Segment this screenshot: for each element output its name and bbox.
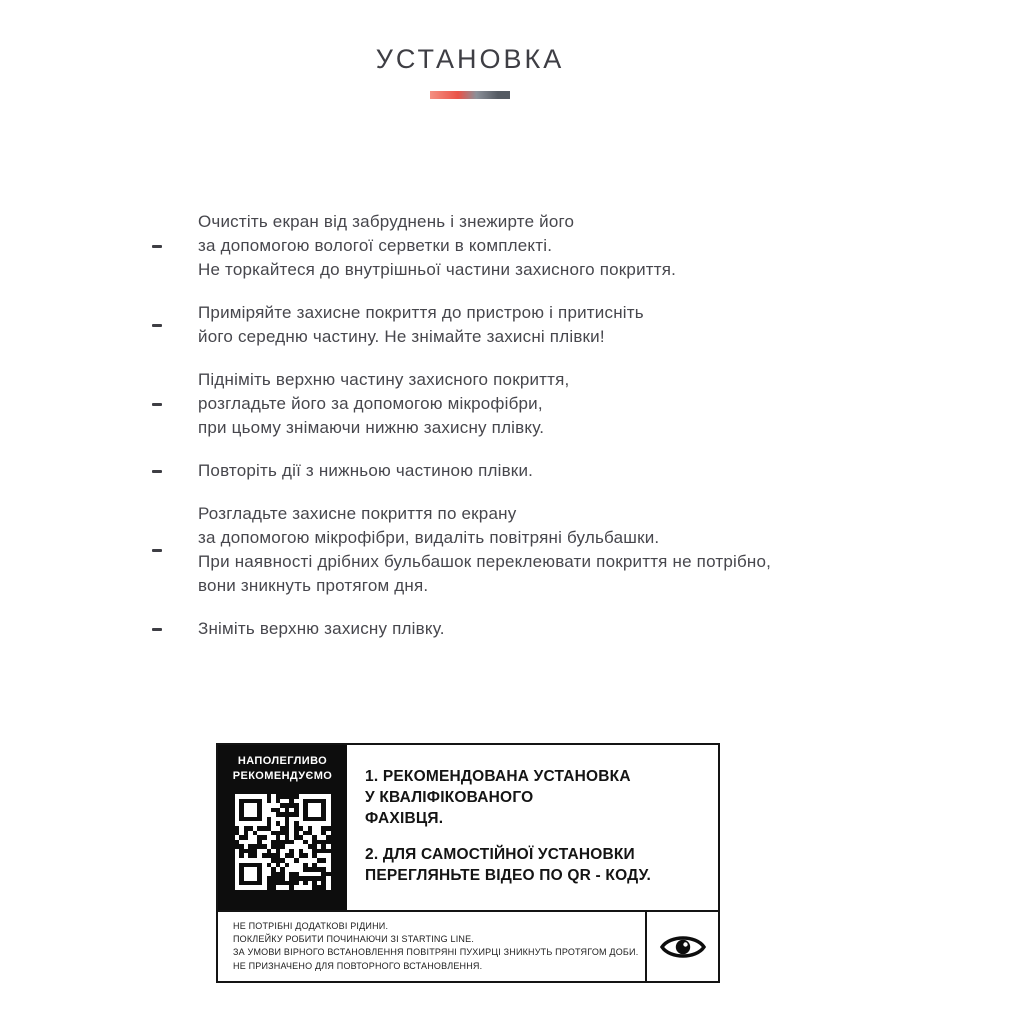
bullet-dash: [152, 470, 162, 473]
instruction-text: [198, 502, 771, 598]
recommendation-line: 2. ДЛЯ САМОСТІЙНОЇ УСТАНОВКИ: [365, 846, 635, 863]
bullet-dash: [152, 628, 162, 631]
instruction-text: [198, 459, 533, 483]
instruction-text: [198, 301, 644, 349]
instruction-item: [152, 459, 932, 483]
instruction-line: його середню частину. Не знімайте захисні плівки!: [198, 327, 605, 346]
bullet-dash: [152, 549, 162, 552]
badge-text: [233, 754, 333, 784]
recommendation-bottom: [218, 910, 718, 981]
instruction-item: [152, 301, 932, 349]
recommendation-line: ПЕРЕГЛЯНЬТЕ ВІДЕО ПО QR - КОДУ.: [365, 867, 651, 884]
recommendation-box: [216, 743, 720, 983]
recommendation-line: ФАХІВЦЯ.: [365, 810, 444, 827]
instruction-line: Приміряйте захисне покриття до пристрою і притисніть: [198, 303, 644, 322]
badge-panel: [218, 745, 347, 910]
instruction-item: [152, 210, 932, 282]
instruction-line: Не торкайтеся до внутрішньої частини захисного покриття.: [198, 260, 677, 279]
page-title: УСТАНОВКА: [375, 44, 565, 74]
instruction-line: Зніміть верхню захисну плівку.: [198, 619, 445, 638]
eye-icon: [659, 931, 707, 963]
instruction-line: Повторіть дії з нижньою частиною плівки.: [198, 461, 534, 480]
title-accent-bar: [430, 91, 510, 99]
instruction-line: за допомогою вологої серветки в комплекті.: [198, 236, 553, 255]
instruction-item: [152, 368, 932, 440]
instruction-list: [152, 210, 932, 660]
instruction-text: [198, 617, 445, 641]
instruction-line: Розгладьте захисне покриття по екрану: [198, 504, 517, 523]
bullet-dash: [152, 245, 162, 248]
footnote-line: НЕ ПОТРІБНІ ДОДАТКОВІ РІДИНИ.: [233, 921, 389, 931]
instruction-line: розгладьте його за допомогою мікрофібри,: [198, 394, 543, 413]
badge-line: РЕКОМЕНДУЄМО: [232, 770, 333, 782]
recommendation-top: [218, 745, 718, 910]
footnote-line: ЗА УМОВИ ВІРНОГО ВСТАНОВЛЕННЯ ПОВІТРЯНІ ПУХИРЦІ ЗНИКНУТЬ ПРОТЯГОМ ДОБИ.: [233, 947, 639, 958]
instruction-line: вони зникнуть протягом дня.: [198, 576, 429, 595]
footnote-line: НЕ ПРИЗНАЧЕНО ДЛЯ ПОВТОРНОГО ВСТАНОВЛЕННЯ.: [233, 960, 483, 971]
instruction-text: [198, 210, 676, 282]
eye-box: [645, 912, 718, 981]
badge-line: НАПОЛЕГЛИВО: [237, 755, 328, 767]
qr-code-icon: [232, 791, 334, 893]
instruction-line: При наявності дрібних бульбашок переклеювати покриття не потрібно,: [198, 552, 772, 571]
recommendation-line: 1. РЕКОМЕНДОВАНА УСТАНОВКА: [365, 768, 631, 785]
recommendation-text: [347, 745, 718, 910]
recommendation-line: У КВАЛІФІКОВАНОГО: [365, 789, 534, 806]
footnotes: [218, 912, 645, 981]
instruction-line: Очистіть екран від забруднень і знежирте його: [198, 212, 575, 231]
instruction-line: Підніміть верхню частину захисного покриття,: [198, 370, 570, 389]
footnote-line: ПОКЛЕЙКУ РОБИТИ ПОЧИНАЮЧИ ЗІ STARTING LINE.: [233, 934, 475, 945]
instruction-item: [152, 502, 932, 598]
recommendation-item: [365, 766, 706, 829]
bullet-dash: [152, 403, 162, 406]
instruction-line: за допомогою мікрофібри, видаліть повітряні бульбашки.: [198, 528, 660, 547]
bullet-dash: [152, 324, 162, 327]
instruction-line: при цьому знімаючи нижню захисну плівку.: [198, 418, 545, 437]
instruction-text: [198, 368, 569, 440]
title-wrap: [0, 44, 940, 75]
recommendation-item: [365, 844, 706, 886]
instruction-item: [152, 617, 932, 641]
